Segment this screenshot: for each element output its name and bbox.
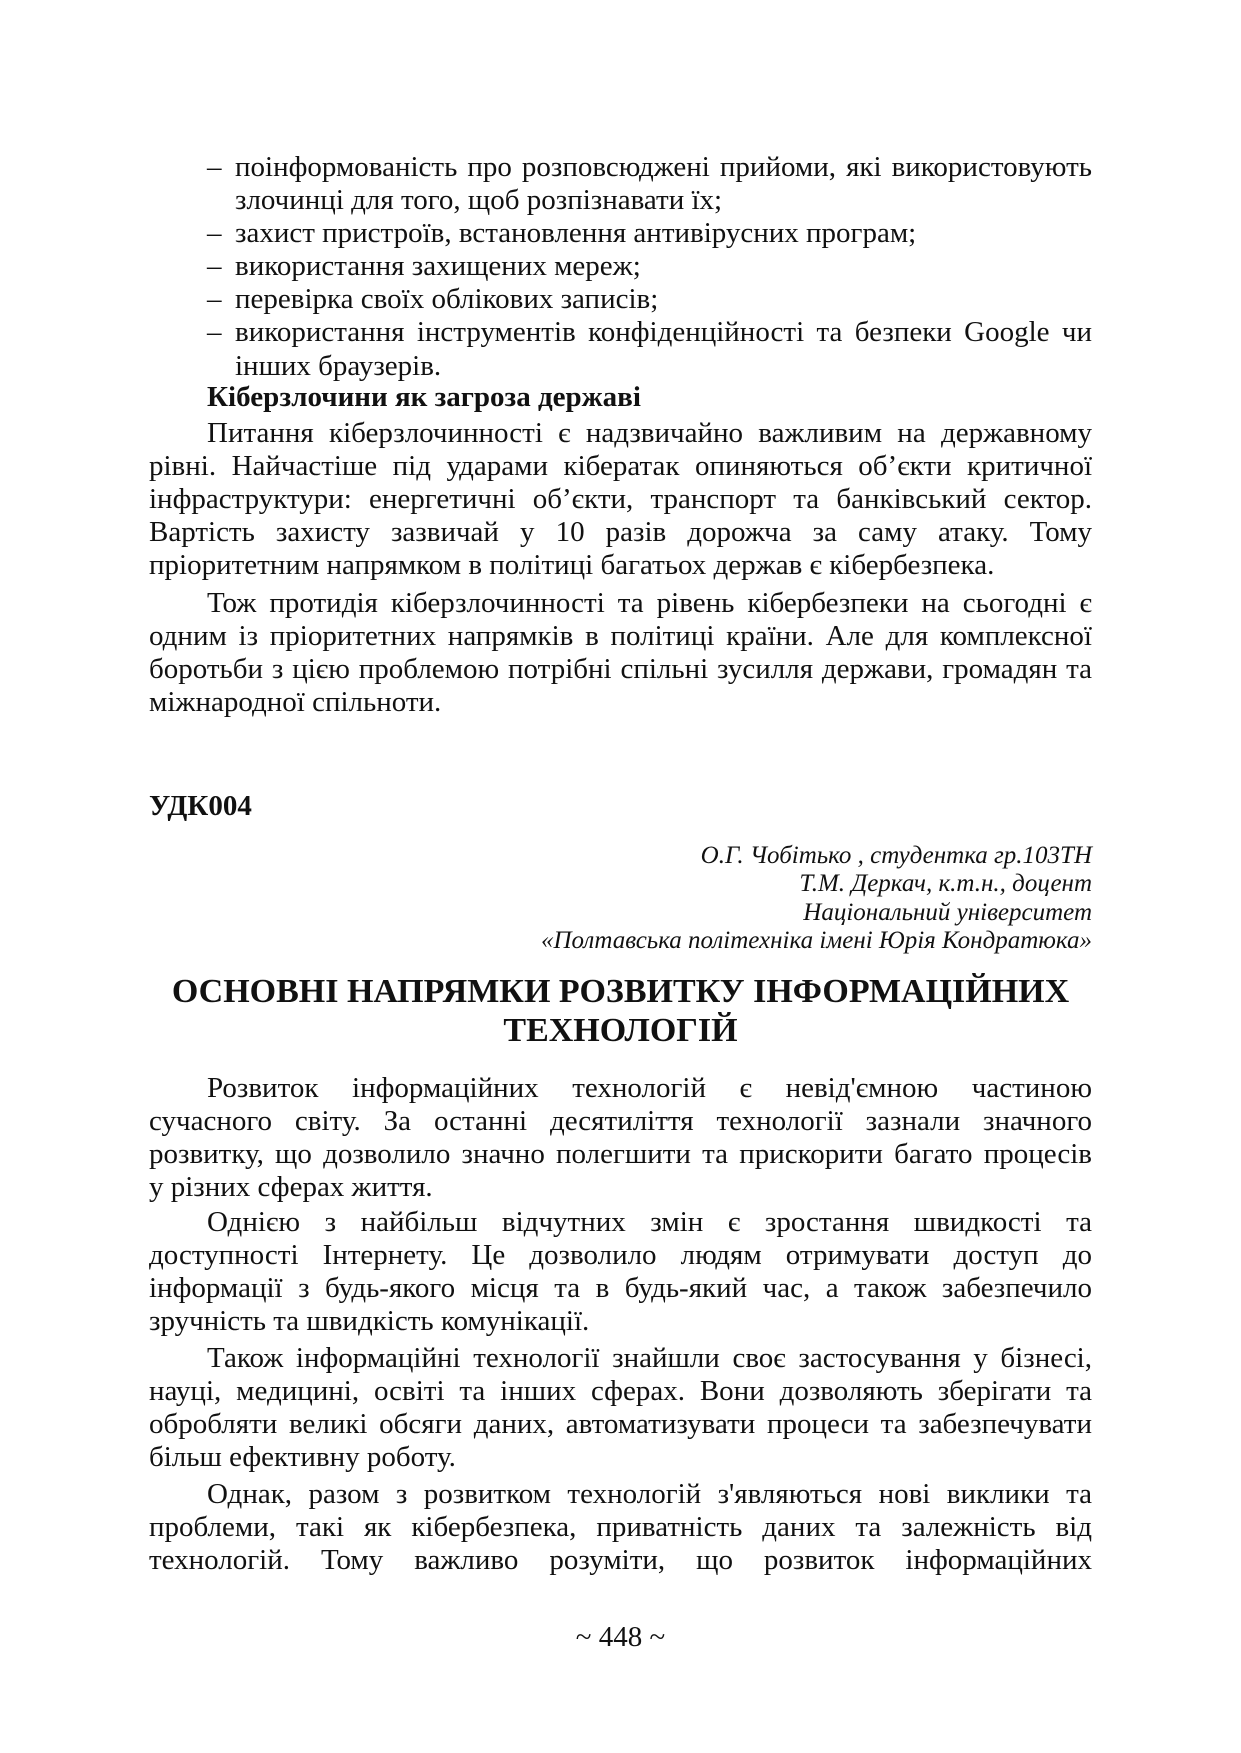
paragraph-line: пріоритетним напрямком в політиці багатьох держав є кібербезпека. — [149, 549, 995, 582]
paragraph-line: доступності Інтернету. Це дозволило людям отримувати доступ до — [149, 1239, 1092, 1272]
bullet-dash: – — [207, 316, 222, 349]
paragraph-line: рівні. Найчастіше під ударами кібератак опиняються об’єкти критичної — [149, 450, 1092, 483]
paragraph-line: Розвиток інформаційних технологій є невід'ємною частиною — [207, 1072, 1092, 1104]
paragraph-line: Однак, разом з розвитком технологій з'являються нові виклики та — [207, 1478, 1092, 1510]
paragraph-line: розвитку, що дозволило значно полегшити та прискорити багато процесів — [149, 1138, 1092, 1171]
udk-code: УДК004 — [149, 790, 252, 822]
list-item-line: інших браузерів. — [235, 349, 442, 382]
paragraph-line: Однією з найбільш відчутних змін є зростання швидкості та — [207, 1206, 1092, 1238]
paragraph-line: більш ефективну роботу. — [149, 1441, 456, 1474]
author-line: Національний університет — [803, 898, 1092, 926]
list-item-line: використання захищених мереж; — [235, 250, 641, 283]
bullet-dash: – — [207, 250, 222, 283]
paragraph — [149, 1478, 1092, 1577]
paragraph — [149, 587, 1092, 719]
list-item-line: використання інструментів конфіденційності та безпеки Google чи — [235, 316, 1092, 349]
list-item — [149, 151, 1092, 217]
author-line: «Полтавська політехніка імені Юрія Кондратюка» — [541, 926, 1092, 954]
list-item — [149, 283, 1092, 316]
paragraph-line: науці, медицині, освіті та інших сферах. Вони дозволяють зберігати та — [149, 1375, 1092, 1408]
bullet-dash: – — [207, 151, 222, 183]
author-line: Т.М. Деркач, к.т.н., доцент — [799, 870, 1092, 898]
paragraph-line: боротьби з цією проблемою потрібні спільні зусилля держави, громадян та — [149, 653, 1092, 686]
list-item — [149, 316, 1092, 382]
paragraph-line: сучасного світу. За останні десятиліття технології зазнали значного — [149, 1105, 1092, 1138]
paragraph — [149, 417, 1092, 582]
paragraph-line: обробляти великі обсяги даних, автоматизувати процеси та забезпечувати — [149, 1408, 1092, 1441]
page-number: ~ 448 ~ — [575, 1621, 666, 1653]
title-line: ОСНОВНІ НАПРЯМКИ РОЗВИТКУ ІНФОРМАЦІЙНИХ — [171, 973, 1070, 1010]
list-item-line: злочинці для того, щоб розпізнавати їх; — [235, 184, 723, 217]
paragraph — [149, 1206, 1092, 1338]
section-heading-text: Кіберзлочини як загроза державі — [207, 381, 641, 413]
list-item-line: перевірка своїх облікових записів; — [235, 283, 659, 316]
list-item-line: захист пристроїв, встановлення антивірусних програм; — [235, 217, 917, 250]
paragraph-line: у різних сферах життя. — [149, 1171, 433, 1204]
paragraph-line: проблеми, такі як кібербезпека, приватність даних та залежність від — [149, 1511, 1092, 1544]
paragraph-line: інфраструктури: енергетичні об’єкти, транспорт та банківський сектор. — [149, 483, 1092, 516]
paragraph-line: інформації з будь-якого місця та в будь-який час, а також забезпечило — [149, 1272, 1092, 1305]
paragraph-line: технологій. Тому важливо розуміти, що розвиток інформаційних — [149, 1544, 1092, 1577]
paragraph-line: зручність та швидкість комунікації. — [149, 1305, 590, 1338]
title-line: ТЕХНОЛОГІЙ — [503, 1012, 738, 1049]
bullet-dash: – — [207, 217, 222, 250]
paragraph-line: одним із пріоритетних напрямків в політиці країни. Але для комплексної — [149, 620, 1092, 653]
bullet-list — [149, 151, 1092, 383]
list-item — [149, 217, 1092, 250]
paragraph — [149, 1342, 1092, 1474]
list-item — [149, 250, 1092, 283]
paragraph-line: Вартість захисту зазвичай у 10 разів дорожча за саму атаку. Тому — [149, 516, 1092, 549]
author-line: О.Г. Чобітько , студентка гр.103ТН — [700, 842, 1092, 869]
paragraph-line: Також інформаційні технології знайшли своє застосування у бізнесі, — [207, 1342, 1092, 1374]
authors-block — [541, 842, 1092, 955]
bullet-dash: – — [207, 283, 222, 316]
paragraph — [149, 1072, 1092, 1204]
list-item-line: поінформованість про розповсюджені прийоми, які використовують — [235, 151, 1092, 183]
paragraph-line: міжнародної спільноти. — [149, 686, 442, 719]
section-heading — [149, 381, 1092, 414]
paragraph-line: Тож протидія кіберзлочинності та рівень кібербезпеки на сьогодні є — [207, 587, 1092, 619]
article-title — [149, 972, 1092, 1050]
paragraph-line: Питання кіберзлочинності є надзвичайно важливим на державному — [207, 417, 1092, 449]
